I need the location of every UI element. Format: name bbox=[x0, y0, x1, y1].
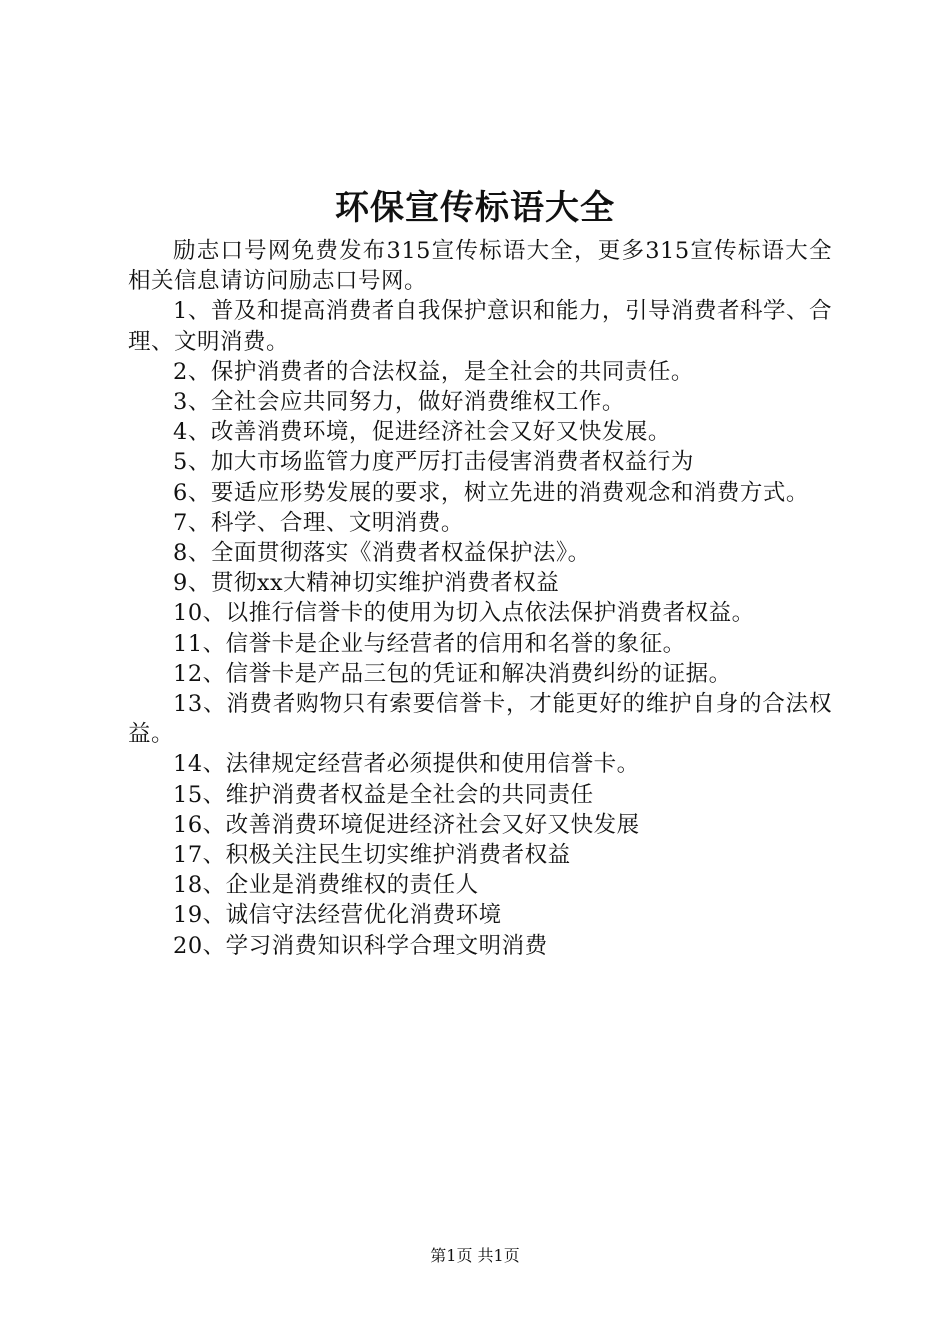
page-title: 环保宣传标语大全 bbox=[335, 188, 615, 228]
slogan-item-13: 13、消费者购物只有索要信誉卡，才能更好的维护自身的合法权益。 bbox=[128, 691, 832, 748]
slogan-item-11: 11、信誉卡是企业与经营者的信用和名誉的象征。 bbox=[173, 630, 686, 657]
slogan-item-1: 1、普及和提高消费者自我保护意识和能力，引导消费者科学、合理、文明消费。 bbox=[128, 298, 832, 355]
slogan-item-12: 12、信誉卡是产品三包的凭证和解决消费纠纷的证据。 bbox=[173, 660, 732, 687]
document-body bbox=[128, 236, 832, 961]
slogan-item-4: 4、改善消费环境，促进经济社会又好又快发展。 bbox=[173, 419, 671, 446]
intro-paragraph: 励志口号网免费发布315宣传标语大全，更多315宣传标语大全相关信息请访问励志口号网。 bbox=[128, 238, 832, 295]
slogan-item-8: 8、全面贯彻落实《消费者权益保护法》。 bbox=[173, 540, 591, 567]
slogan-item-6: 6、要适应形势发展的要求，树立先进的消费观念和消费方式。 bbox=[173, 479, 809, 506]
slogan-item-2: 2、保护消费者的合法权益，是全社会的共同责任。 bbox=[173, 358, 694, 385]
page-footer: 第1页 共1页 bbox=[430, 1246, 520, 1265]
slogan-item-17: 17、积极关注民生切实维护消费者权益 bbox=[173, 842, 571, 869]
slogan-item-15: 15、维护消费者权益是全社会的共同责任 bbox=[173, 781, 594, 808]
slogan-item-16: 16、改善消费环境促进经济社会又好又快发展 bbox=[173, 811, 640, 838]
slogan-item-14: 14、法律规定经营者必须提供和使用信誉卡。 bbox=[173, 751, 640, 778]
slogan-item-9: 9、贯彻xx大精神切实维护消费者权益 bbox=[173, 570, 560, 597]
slogan-item-20: 20、学习消费知识科学合理文明消费 bbox=[173, 932, 548, 959]
slogan-item-19: 19、诚信守法经营优化消费环境 bbox=[173, 902, 502, 929]
slogan-item-5: 5、加大市场监管力度严厉打击侵害消费者权益行为 bbox=[173, 449, 694, 476]
slogan-item-7: 7、科学、合理、文明消费。 bbox=[173, 509, 464, 536]
slogan-item-3: 3、全社会应共同努力，做好消费维权工作。 bbox=[173, 389, 625, 416]
slogan-item-10: 10、以推行信誉卡的使用为切入点依法保护消费者权益。 bbox=[173, 600, 755, 627]
slogan-item-18: 18、企业是消费维权的责任人 bbox=[173, 872, 479, 899]
